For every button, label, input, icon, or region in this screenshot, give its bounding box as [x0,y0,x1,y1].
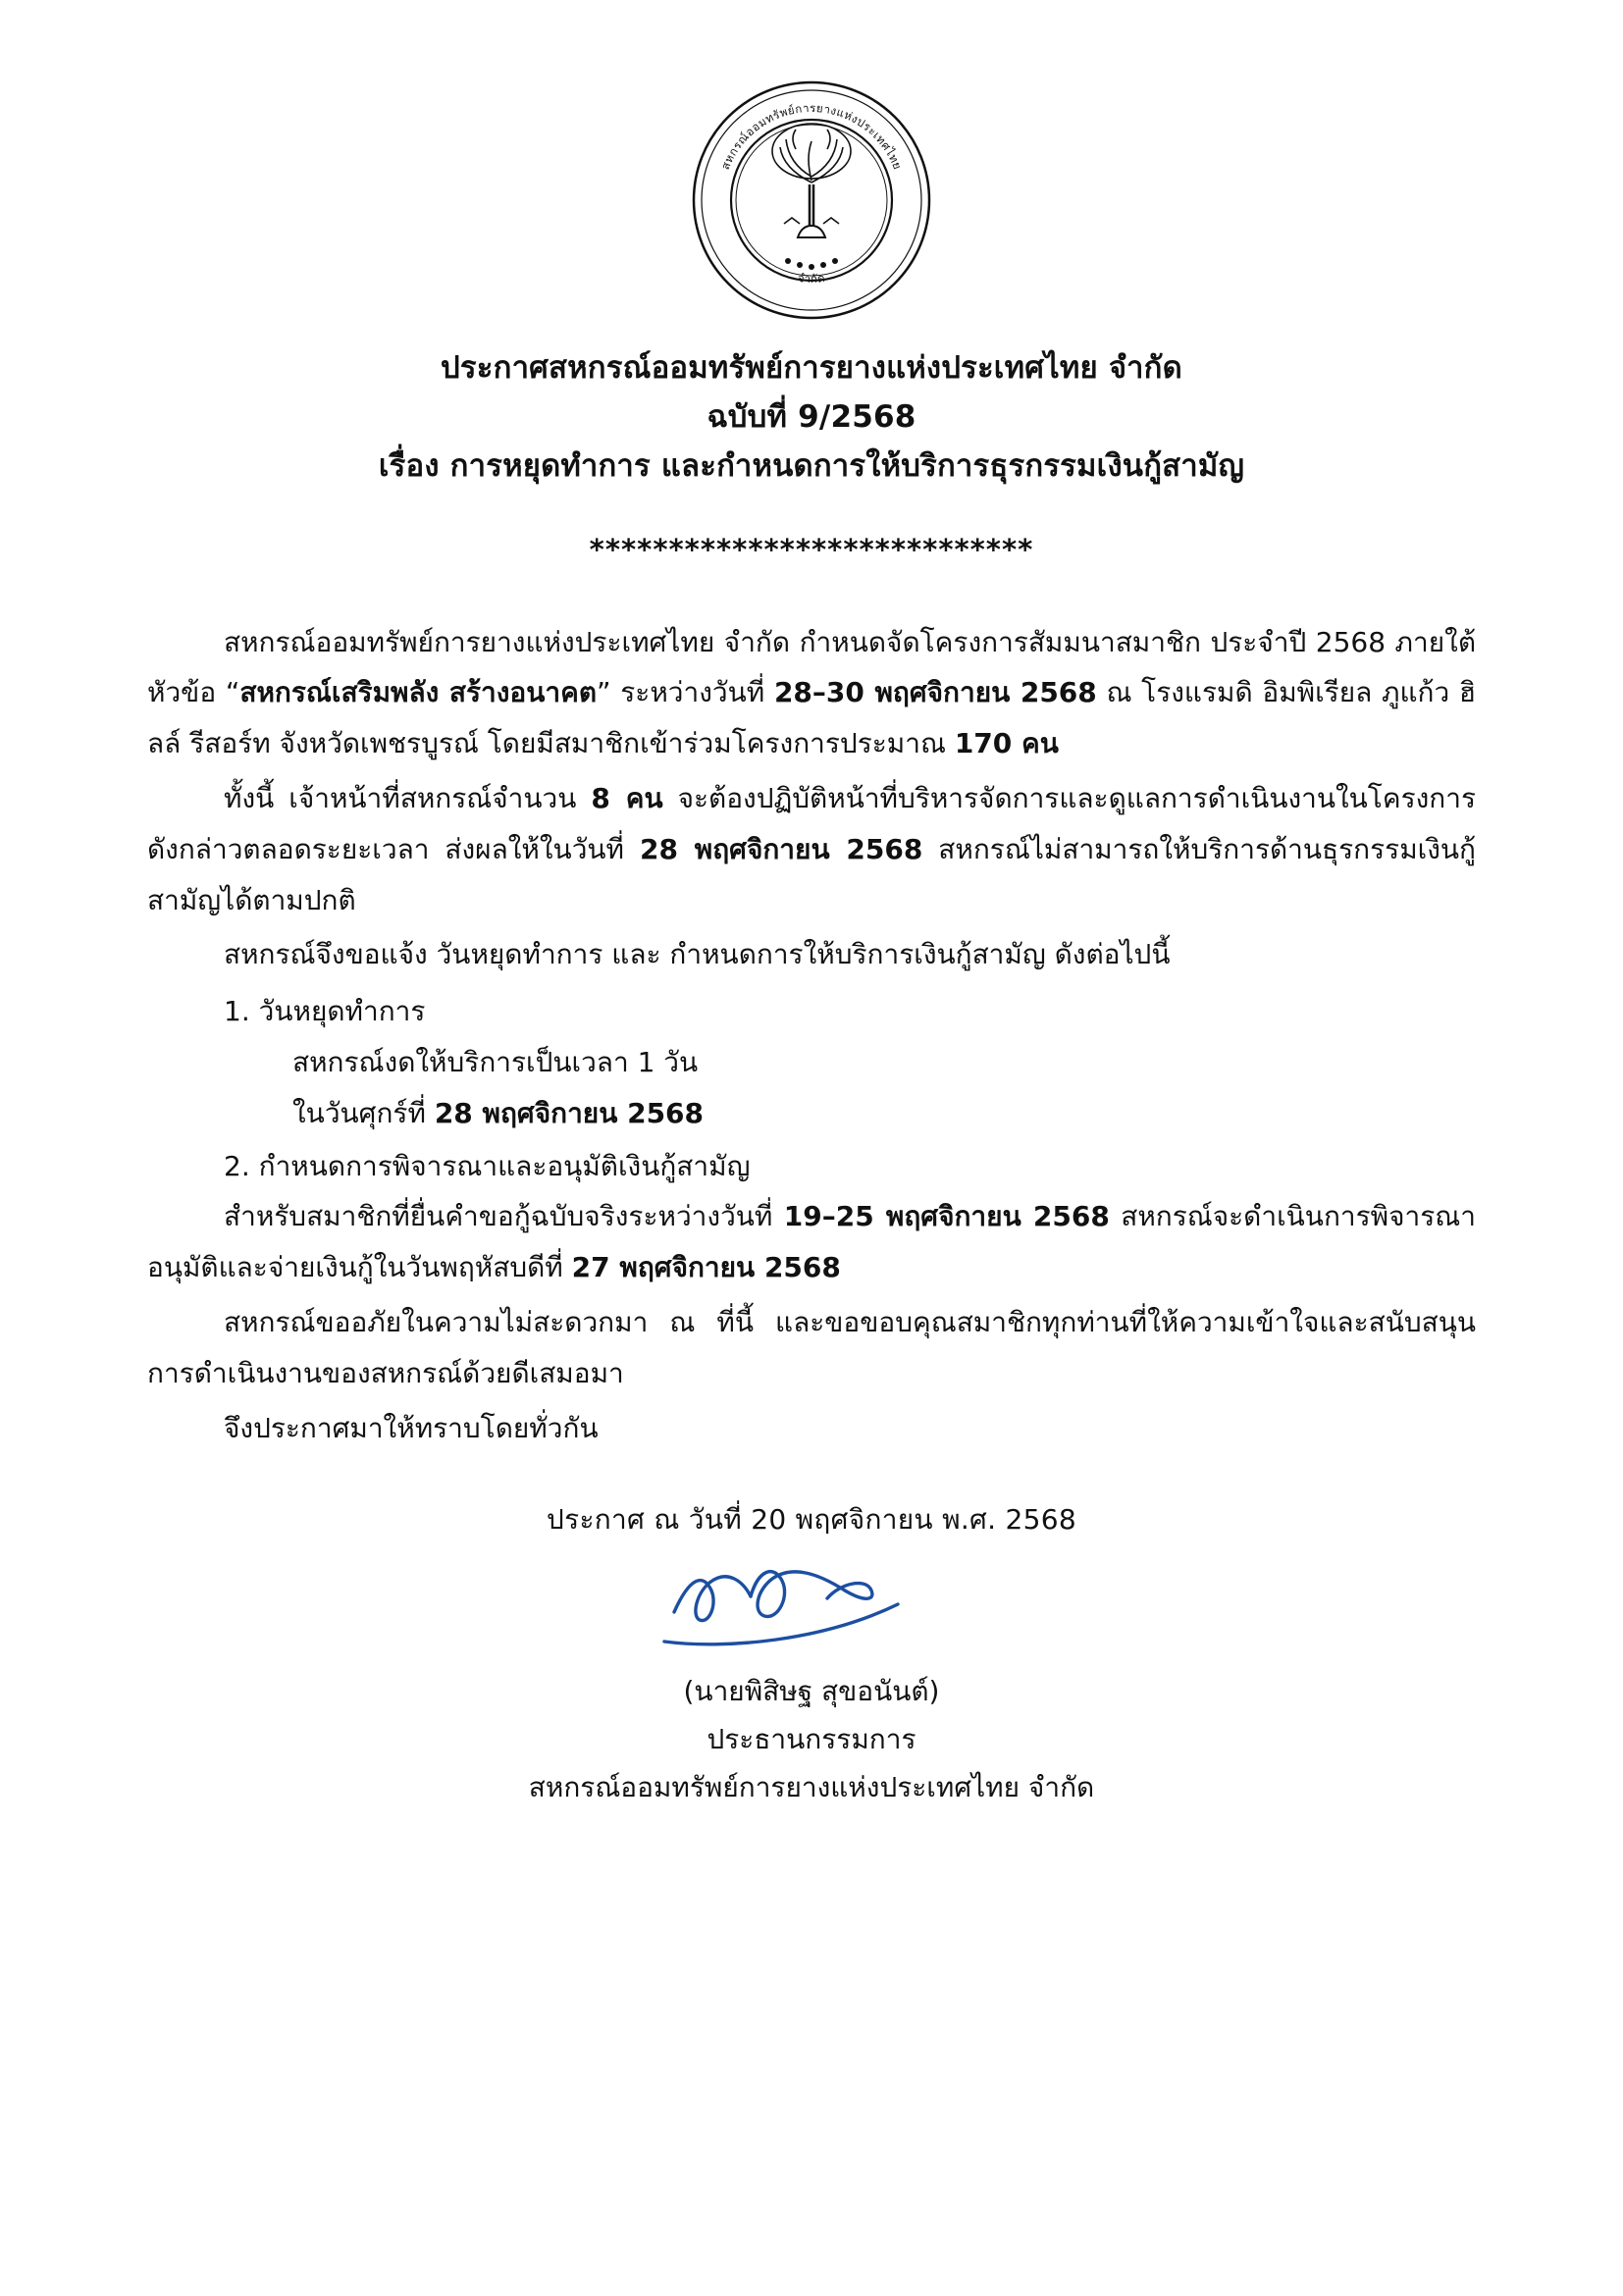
item1-number: 1. [224,995,250,1028]
item2-detail-paragraph [147,1191,1476,1293]
p2-text-part2: จะต้องปฏิบัติหน้าที่บริหารจัดการและดูแลการดำเนินงานในโครงการดังกล่าวตลอดระยะเวลา ส่งผลให้ในวันที่ [147,782,1476,865]
signer-organization: สหกรณ์ออมทรัพย์การยางแห่งประเทศไทย จำกัด [528,1771,1095,1804]
announcement-subject: เรื่อง การหยุดทำการ และกำหนดการให้บริการธุรกรรมเงินกู้สามัญ [378,448,1245,485]
item2-payout-date-bold: 27 พฤศจิกายน 2568 [571,1251,841,1284]
item1-detail-2-text: ในวันศุกร์ที่ [292,1096,435,1129]
cooperative-seal-icon [690,78,933,322]
announcement-number: ฉบับที่ 9/2568 [707,399,916,436]
announcement-date: ประกาศ ณ วันที่ 20 พฤศจิกายน พ.ศ. 2568 [547,1503,1076,1537]
svg-text:สหกรณ์ออมทรัพย์การยางแห่งประเท: สหกรณ์ออมทรัพย์การยางแห่งประเทศไทย [717,100,906,172]
svg-text:จำกัด: จำกัด [797,270,826,287]
document-heading [147,343,1476,492]
item2-title: กำหนดการพิจารณาและอนุมัติเงินกู้สามัญ [258,1149,751,1182]
signature-block [147,1667,1476,1811]
item2-text-part1: สำหรับสมาชิกที่ยื่นคำขอกู้ฉบับจริงระหว่างวันที่ [224,1200,784,1233]
list-item-loan-schedule [147,1141,1476,1293]
list-item-holiday [147,986,1476,1138]
emblem-container [147,0,1476,322]
item2-submit-window-bold: 19–25 พฤศจิกายน 2568 [783,1200,1110,1233]
signature-image [147,1547,1476,1665]
p1-dates-bold: 28–30 พฤศจิกายน 2568 [773,676,1097,709]
item1-detail-2-date: 28 พฤศจิกายน 2568 [434,1096,705,1129]
announcement-items-list [147,986,1476,1293]
p2-text-part3: สหกรณ์ไม่สามารถให้บริการด้านธุรกรรมเงินกู้สามัญได้ตามปกติ [147,832,1476,916]
p2-staff-count-bold: 8 คน [591,782,663,815]
item2-text-part2: สหกรณ์จะดำเนินการพิจารณาอนุมัติและจ่ายเงินกู้ในวันพฤหัสบดีที่ [147,1200,1476,1284]
p2-closure-date-bold: 28 พฤศจิกายน 2568 [639,832,923,865]
paragraph-closing: จึงประกาศมาให้ทราบโดยทั่วกัน [224,1411,599,1444]
p1-text-part1: สหกรณ์ออมทรัพย์การยางแห่งประเทศไทย จำกัด กำหนดจัดโครงการสัมมนาสมาชิก ประจำปี 2568 ภายใต้หัวข้อ “ [147,625,1476,709]
item1-detail-2 [147,1088,1476,1139]
item2-heading [147,1141,1476,1192]
document-body [147,617,1476,1454]
p2-text-part1: ทั้งนี้ เจ้าหน้าที่สหกรณ์จำนวน [224,782,592,815]
paragraph-staff-impact [147,773,1476,925]
p1-text-part3: ณ โรงแรมดิ อิมพิเรียล ภูแก้ว ฮิลล์ รีสอร์ท จังหวัดเพชรบูรณ์ โดยมีสมาชิกเข้าร่วมโครงการประมาณ [147,676,1476,760]
decorative-divider: **************************** [589,532,1034,566]
item1-title: วันหยุดทำการ [258,995,426,1028]
signer-name: (นายพิสิษฐ สุขอนันต์) [683,1675,940,1708]
signer-position: ประธานกรรมการ [707,1723,916,1756]
p1-attendees-bold: 170 คน [954,727,1059,760]
item1-heading [147,986,1476,1037]
item1-detail-1: สหกรณ์งดให้บริการเป็นเวลา 1 วัน [292,1046,699,1079]
announcement-title-line1: ประกาศสหกรณ์ออมทรัพย์การยางแห่งประเทศไทย จำกัด [441,350,1182,386]
paragraph-notice-intro: สหกรณ์จึงขอแจ้ง วันหยุดทำการ และ กำหนดการให้บริการเงินกู้สามัญ ดังต่อไปนี้ [224,938,1171,971]
item2-number: 2. [224,1149,250,1182]
p1-theme-bold: สหกรณ์เสริมพลัง สร้างอนาคต [239,676,598,709]
paragraph-seminar-details [147,617,1476,769]
paragraph-apology: สหกรณ์ขออภัยในความไม่สะดวกมา ณ ที่นี้ และขอขอบคุณสมาชิกทุกท่านที่ให้ความเข้าใจและสนับสนุนการดำเนินงานของสหกรณ์ด้วยดีเสมอมา [147,1306,1476,1389]
p1-text-part2: ” ระหว่างวันที่ [597,676,774,709]
